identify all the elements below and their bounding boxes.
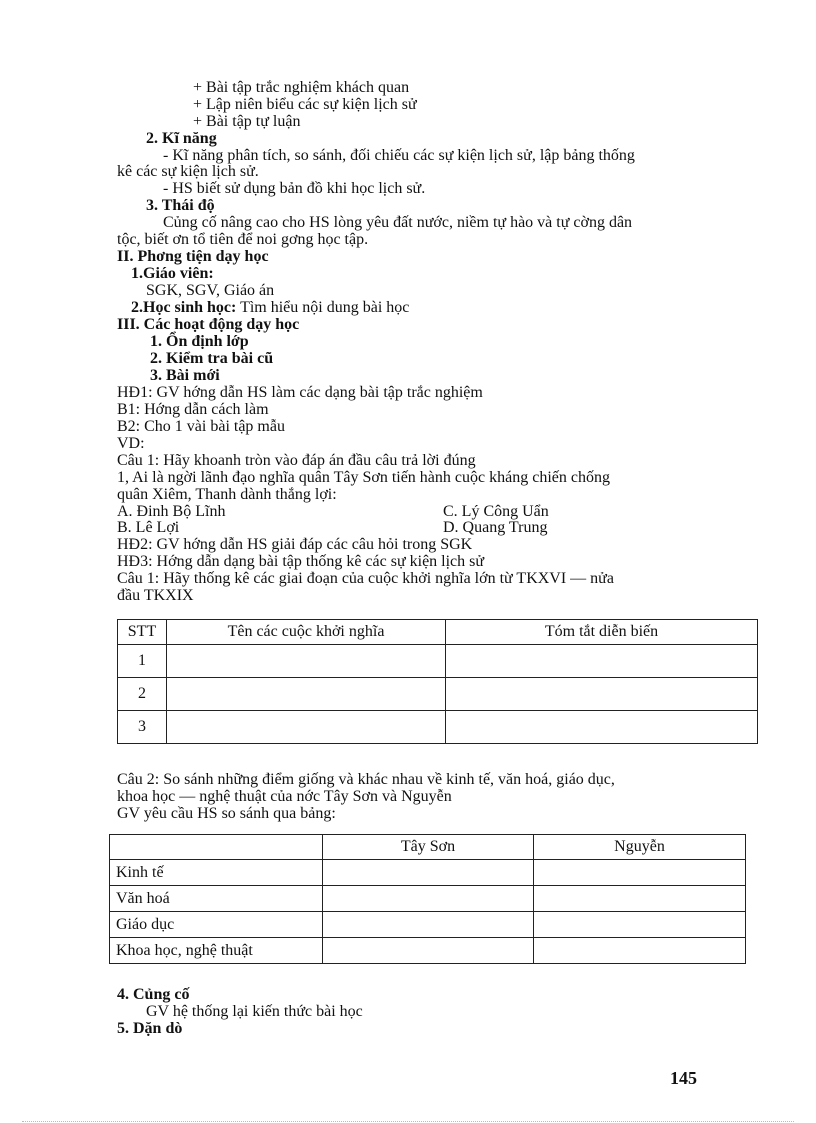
text-line: - Kĩ năng phân tích, so sánh, đối chiếu các sự kiện lịch sử, lập bảng thống: [163, 147, 635, 164]
text-line: Câu 1: Hãy khoanh tròn vào đáp án đầu câu trả lời đúng: [117, 452, 476, 469]
table-cell: [323, 886, 534, 912]
table-header-row: [118, 620, 758, 645]
table-cell: [323, 938, 534, 964]
table-row: [110, 938, 746, 964]
table-header-cell: STT: [118, 620, 167, 645]
table-cell: [167, 711, 446, 744]
answer-c: C. Lý Công Uẩn: [443, 503, 549, 520]
text-line: [131, 299, 409, 316]
table-row: [110, 912, 746, 938]
table-cell: Giáo dục: [110, 912, 323, 938]
text-line: - HS biết sử dụng bản đồ khi học lịch sử.: [163, 180, 426, 197]
text-line: HĐ2: GV hớng dẫn HS giải đáp các câu hỏi trong SGK: [117, 536, 473, 553]
text-line: B2: Cho 1 vài bài tập mẫu: [117, 418, 285, 435]
table-cell: 3: [118, 711, 167, 744]
text-line: + Bài tập tự luận: [193, 113, 301, 130]
answer-d: D. Quang Trung: [443, 519, 548, 536]
text-line: SGK, SGV, Giáo án: [146, 282, 275, 299]
answer-b: B. Lê Lợi: [117, 519, 180, 536]
section-heading: 3. Thái độ: [146, 197, 215, 214]
comparison-table: [109, 834, 746, 964]
page-number: 145: [670, 1068, 697, 1088]
table-cell: [167, 678, 446, 711]
table-cell: [167, 645, 446, 678]
table-header-cell: Tên các cuộc khởi nghĩa: [167, 620, 446, 645]
table-cell: [534, 886, 746, 912]
table-header-row: [110, 835, 746, 860]
text-line: đầu TKXIX: [117, 587, 194, 604]
table-cell: 2: [118, 678, 167, 711]
text-line: kê các sự kiện lịch sử.: [117, 163, 259, 180]
table-cell: [534, 912, 746, 938]
uprisings-table: [117, 619, 758, 744]
section-heading: 1. Ổn định lớp: [150, 333, 249, 350]
table-row: [110, 860, 746, 886]
text-line: tộc, biết ơn tổ tiên để noi gơng học tập.: [117, 231, 369, 248]
section-heading: 3. Bài mới: [150, 367, 220, 384]
table-cell: [446, 711, 758, 744]
table-cell: Khoa học, nghệ thuật: [110, 938, 323, 964]
table-row: [118, 645, 758, 678]
text-line: GV hệ thống lại kiến thức bài học: [146, 1003, 363, 1020]
section-heading: II. Phơng tiện dạy học: [117, 248, 269, 265]
section-heading: 2. Kĩ năng: [146, 130, 217, 147]
text-line: Củng cố nâng cao cho HS lòng yêu đất nước, niềm tự hào và tự cờng dân: [163, 214, 633, 231]
page-bottom-border: [22, 1121, 794, 1122]
section-heading: 5. Dặn dò: [117, 1020, 183, 1037]
table-header-cell: Tây Sơn: [323, 835, 534, 860]
label-hoc-sinh-text: Tìm hiểu nội dung bài học: [240, 299, 410, 316]
text-line: + Lập niên biểu các sự kiện lịch sử: [193, 96, 417, 113]
table-cell: [534, 860, 746, 886]
text-line: HĐ3: Hớng dẫn dạng bài tập thống kê các sự kiện lịch sử: [117, 553, 485, 570]
section-heading: III. Các hoạt động dạy học: [117, 316, 300, 333]
table-cell: [323, 860, 534, 886]
table-row: [118, 711, 758, 744]
text-line: khoa học — nghệ thuật của nớc Tây Sơn và Nguyễn: [117, 788, 452, 805]
text-line: 1, Ai là ngời lãnh đạo nghĩa quân Tây Sơn tiến hành cuộc kháng chiến chống: [117, 469, 610, 486]
text-line: quân Xiêm, Thanh dành thắng lợi:: [117, 486, 337, 503]
text-line: B1: Hớng dẫn cách làm: [117, 401, 269, 418]
table-cell: Kinh tế: [110, 860, 323, 886]
table-cell: Văn hoá: [110, 886, 323, 912]
table-row: [110, 886, 746, 912]
label-hoc-sinh: 2.Học sinh học:: [131, 299, 237, 316]
table-header-cell: Nguyễn: [534, 835, 746, 860]
section-heading: 1.Giáo viên:: [131, 265, 214, 282]
table-cell: [323, 912, 534, 938]
table-cell: [446, 645, 758, 678]
text-line: Câu 1: Hãy thống kê các giai đoạn của cuộc khởi nghĩa lớn từ TKXVI — nửa: [117, 570, 614, 587]
text-line: GV yêu cầu HS so sánh qua bảng:: [117, 805, 336, 822]
table-row: [118, 678, 758, 711]
section-heading: 4. Củng cố: [117, 986, 190, 1003]
table-header-cell: [110, 835, 323, 860]
text-line: HĐ1: GV hớng dẫn HS làm các dạng bài tập trắc nghiệm: [117, 384, 483, 401]
table-cell: 1: [118, 645, 167, 678]
answer-a: A. Đinh Bộ Lĩnh: [117, 503, 226, 520]
text-line: Câu 2: So sánh những điểm giống và khác nhau về kinh tế, văn hoá, giáo dục,: [117, 771, 615, 788]
table-header-cell: Tóm tắt diễn biến: [446, 620, 758, 645]
table-cell: [534, 938, 746, 964]
table-cell: [446, 678, 758, 711]
text-line: + Bài tập trắc nghiệm khách quan: [193, 79, 410, 96]
text-line: VD:: [117, 435, 145, 452]
section-heading: 2. Kiểm tra bài cũ: [150, 350, 274, 367]
